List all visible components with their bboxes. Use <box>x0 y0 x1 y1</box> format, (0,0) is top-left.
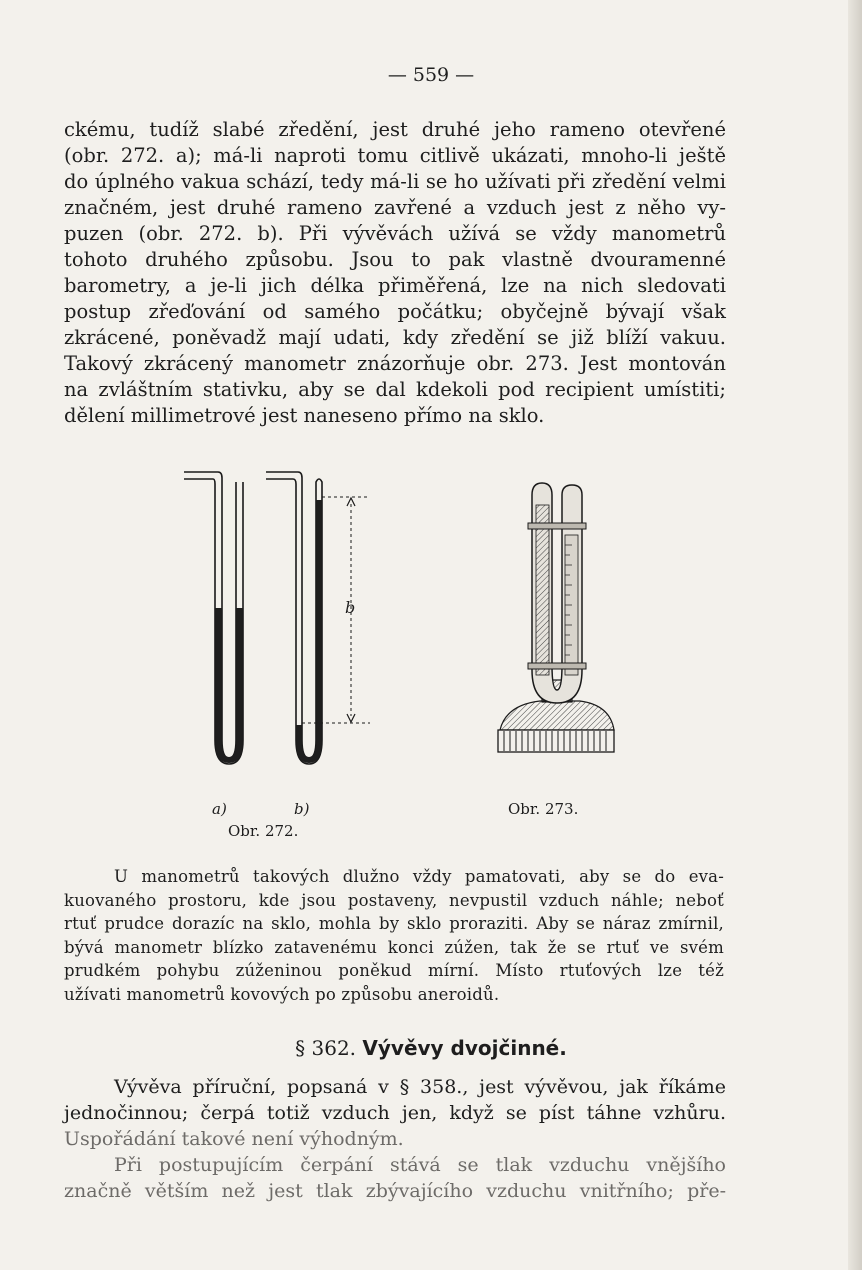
text-line: Vývěva příruční, popsaná v § 358., jest vývěvou, jak říkáme <box>114 1076 726 1098</box>
clamp-bottom <box>528 663 586 669</box>
clamp-top <box>528 523 586 529</box>
figure-label-b: b) <box>294 800 310 818</box>
text-line: dělení millimetrové jest naneseno přímo na sklo. <box>64 404 545 427</box>
note-line: rtuť prudce dorazíc na sklo, mohla by sklo proraziti. Aby se náraz zmírnil, <box>64 914 724 933</box>
figure-273-manometer-stand <box>490 475 625 760</box>
figure-label-a: a) <box>212 800 227 818</box>
paragraph-manometers <box>64 117 726 429</box>
text-line: na zvláštním stativku, aby se dal kdekoli pod recipient umístiti; <box>64 378 726 401</box>
text-line: barometry, a je-li jich délka přiměřená, lze na nich sledovati <box>64 274 726 297</box>
text-line: puzen (obr. 272. b). Při vývěvách užívá se vždy manometrů <box>64 222 726 245</box>
text-line: tohoto druhého způsobu. Jsou to pak vlastně dvouramenné <box>64 248 726 271</box>
text-line: do úplného vakua schází, tedy má-li se ho užívati při zředění velmi <box>64 170 726 193</box>
tube-a-outer <box>184 472 236 758</box>
section-number: § 362. <box>295 1036 357 1060</box>
height-label-b: b <box>345 598 356 617</box>
text-line: postup zřeďování od samého počátku; obyčejně bývají však <box>64 300 726 323</box>
text-line: Uspořádání takové není výhodným. <box>64 1128 404 1150</box>
mercury-column-left <box>536 505 549 675</box>
note-line: U manometrů takových dlužno vždy pamatovati, aby se do eva- <box>114 867 724 886</box>
note-paragraph <box>64 865 724 1006</box>
text-line: značném, jest druhé rameno zavřené a vzduch jest z něho vy- <box>64 196 726 219</box>
stand-base-rim <box>498 730 614 752</box>
page-edge <box>848 0 862 1270</box>
text-line: Při postupujícím čerpání stává se tlak vzduchu vnějšího <box>114 1154 726 1176</box>
section-title: Vývěvy dvojčinné. <box>362 1036 567 1060</box>
note-line: kuovaného prostoru, kde jsou postaveny, nevpustil vzduch náhle; neboť <box>64 890 724 910</box>
text-line: Takový zkrácený manometr znázorňuje obr. 273. Jest montován <box>64 352 726 375</box>
figure-272-manometers <box>170 460 390 770</box>
note-line: bývá manometr blízko zatavenému konci zúžen, tak že se rtuť ve svém <box>64 937 724 957</box>
mercury-a-right <box>237 608 243 743</box>
stand-base-top <box>500 701 614 730</box>
text-line: značně větším než jest tlak zbývajícího vzduchu vnitřního; pře- <box>64 1180 726 1202</box>
figure-272-caption: Obr. 272. <box>228 822 299 840</box>
text-line: jednočinnou; čerpá totiž vzduch jen, když se píst táhne vzhůru. <box>64 1102 726 1124</box>
figure-273-caption: Obr. 273. <box>508 800 579 818</box>
page-number: — 559 — <box>387 64 475 86</box>
note-line: prudkém pohybu zúženinou poněkud mírní. Místo rtuťových lze též <box>64 961 724 980</box>
tube-a-inner <box>184 479 243 764</box>
section-heading <box>0 1036 862 1060</box>
text-line: zkrácené, poněvadž mají udati, kdy zředění se již blíží vakuu. <box>64 326 726 349</box>
mercury-b-right <box>317 500 322 744</box>
mercury-b-left <box>297 725 302 744</box>
note-line: užívati manometrů kovových po způsobu aneroidů. <box>64 984 500 1004</box>
mercury-a-left <box>216 608 222 743</box>
paragraph-double-acting <box>64 1074 726 1204</box>
text-line: ckému, tudíž slabé zředění, jest druhé jeho rameno otevřené <box>64 118 726 141</box>
tube-b-outer <box>266 472 322 764</box>
text-line: (obr. 272. a); má-li naproti tomu citlivě ukázati, mnoho-li ještě <box>64 144 726 167</box>
